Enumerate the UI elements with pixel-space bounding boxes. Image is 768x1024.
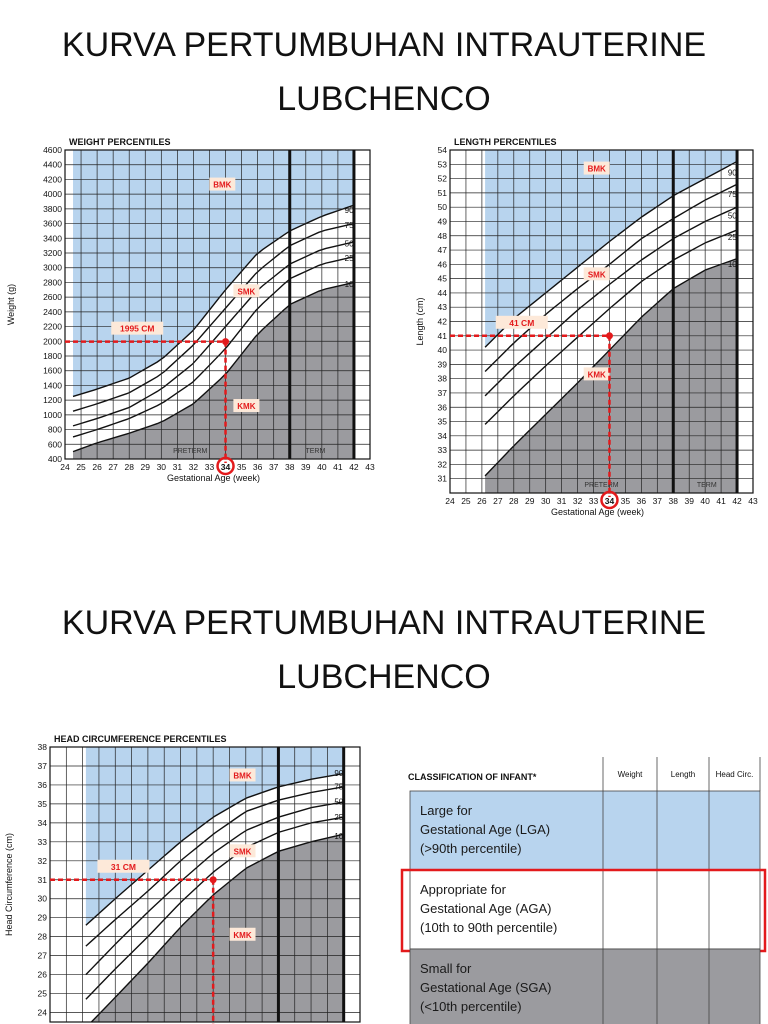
zone-label-bmk: BMK (587, 164, 606, 174)
x-tick-label: 29 (140, 462, 150, 472)
x-tick-label: 27 (108, 462, 118, 472)
marker-point (210, 876, 217, 883)
x-tick-label: 36 (636, 496, 647, 506)
percentile-label-50: 50 (727, 211, 737, 221)
x-tick-label: 42 (349, 462, 359, 472)
y-tick-label: 3200 (43, 248, 62, 258)
x-tick-label: 24 (445, 496, 455, 506)
x-tick-label: 41 (716, 496, 726, 506)
y-tick-label: 32 (437, 459, 447, 470)
period-label: TERM (305, 448, 326, 455)
y-tick-label: 52 (437, 173, 447, 184)
y-tick-label: 2400 (43, 306, 62, 317)
zone-label-smk: SMK (587, 270, 606, 280)
y-tick-label: 38 (37, 742, 47, 752)
y-tick-label: 43 (437, 302, 447, 313)
y-tick-label: 45 (437, 273, 447, 284)
period-label: TERM (696, 482, 717, 489)
zone-label-bmk: BMK (233, 771, 252, 781)
head-circumference-percentile-chart (0, 722, 380, 1024)
y-tick-label: 33 (37, 836, 47, 847)
table-row-label: Large for (420, 803, 473, 818)
zone-label-smk: SMK (237, 287, 256, 297)
y-tick-label: 35 (437, 416, 447, 427)
percentile-label-75: 75 (344, 220, 354, 230)
classification-table (400, 755, 768, 1024)
x-tick-label: 25 (461, 496, 471, 506)
y-tick-label: 3400 (43, 233, 62, 244)
table-row-label: Gestational Age (AGA) (420, 901, 552, 916)
y-axis-label: Length (cm) (415, 297, 425, 346)
percentile-label-25: 25 (727, 232, 737, 242)
y-tick-label: 24 (37, 1007, 47, 1018)
y-tick-label: 1200 (43, 395, 62, 406)
x-tick-label: 35 (620, 496, 631, 506)
zone-label-smk: SMK (233, 847, 252, 857)
x-tick-label: 29 (525, 496, 535, 506)
x-tick-label: 28 (509, 496, 519, 506)
x-tick-label: 32 (188, 462, 199, 472)
marker-label: 1995 CM (119, 323, 155, 334)
y-tick-label: 50 (437, 202, 447, 213)
x-tick-label: 37 (268, 462, 279, 472)
x-tick-label: 25 (76, 462, 86, 472)
percentile-label-90: 90 (727, 168, 737, 178)
table-row-label: (>90th percentile) (420, 841, 522, 856)
table-row-label: Gestational Age (LGA) (420, 822, 551, 837)
y-tick-label: 29 (37, 912, 47, 923)
x-tick-label: 42 (732, 496, 742, 506)
x-tick-label: 30 (156, 462, 167, 472)
y-tick-label: 37 (37, 760, 47, 771)
table-row-label: Small for (420, 961, 472, 976)
x-tick-label: 38 (668, 496, 678, 506)
x-tick-label: 33 (588, 496, 599, 506)
y-tick-label: 46 (437, 259, 447, 270)
table-row-label: Appropriate for (420, 882, 506, 897)
y-tick-label: 26 (37, 969, 47, 980)
zone-label-kmk: KMK (233, 930, 252, 940)
y-tick-label: 2600 (43, 292, 62, 303)
table-header-weight: Weight (617, 770, 643, 779)
y-axis-label: Head Circumference (cm) (4, 832, 14, 937)
y-tick-label: 3000 (43, 262, 62, 273)
table-header-classification: CLASSIFICATION OF INFANT* (408, 772, 537, 782)
x-tick-label: 38 (285, 462, 295, 472)
x-axis-label: Gestational Age (week) (166, 473, 261, 483)
x-tick-label: 40 (700, 496, 710, 506)
y-tick-label: 4000 (43, 189, 62, 200)
y-tick-label: 39 (437, 359, 447, 370)
y-axis-label: Weight (g) (6, 283, 16, 326)
percentile-label-75: 75 (727, 190, 737, 200)
y-tick-label: 2000 (43, 336, 62, 347)
y-tick-label: 800 (47, 424, 62, 435)
y-tick-label: 49 (437, 216, 447, 227)
y-tick-label: 40 (437, 345, 447, 356)
x-tick-label: 31 (556, 496, 567, 506)
y-tick-label: 4200 (43, 174, 62, 185)
x-tick-label: 24 (60, 462, 70, 472)
y-tick-label: 53 (437, 159, 447, 170)
y-tick-label: 48 (437, 230, 447, 241)
x-tick-label: 43 (748, 496, 758, 506)
y-tick-label: 36 (37, 779, 47, 790)
y-tick-label: 38 (437, 373, 447, 384)
y-tick-label: 34 (37, 817, 47, 828)
y-tick-label: 400 (47, 454, 62, 464)
percentile-label-90: 90 (344, 206, 354, 216)
zone-label-kmk: KMK (587, 370, 606, 380)
plot-area (86, 747, 344, 1024)
percentile-label-25: 25 (334, 812, 344, 822)
x-tick-label: 33 (204, 462, 215, 472)
y-tick-label: 42 (437, 316, 447, 327)
percentile-label-75: 75 (334, 782, 344, 792)
y-tick-label: 37 (437, 387, 447, 398)
y-tick-label: 47 (437, 245, 447, 256)
y-tick-label: 36 (437, 402, 447, 413)
percentile-label-90: 90 (334, 769, 344, 779)
period-label: PRETERM (584, 482, 619, 489)
y-tick-label: 31 (437, 473, 447, 484)
y-tick-label: 34 (437, 430, 447, 441)
y-tick-label: 4400 (43, 159, 62, 170)
percentile-label-50: 50 (344, 239, 354, 249)
y-tick-label: 1600 (43, 365, 62, 376)
table-row-label: Gestational Age (SGA) (420, 980, 552, 995)
x-tick-label: 36 (252, 462, 263, 472)
percentile-label-10: 10 (334, 831, 344, 841)
percentile-label-10: 10 (344, 279, 354, 289)
x-tick-label: 34 (604, 496, 615, 506)
x-tick-label: 30 (540, 496, 551, 506)
x-axis-label: Gestational Age (week) (550, 507, 645, 517)
y-tick-label: 51 (437, 187, 447, 198)
y-tick-label: 600 (47, 439, 62, 450)
x-tick-label: 39 (301, 462, 311, 472)
x-tick-label: 34 (220, 462, 231, 472)
weight-percentile-chart (0, 130, 380, 495)
zone-label-kmk: KMK (237, 402, 256, 412)
table-header-length: Length (670, 770, 696, 779)
plot-area (73, 150, 354, 459)
y-tick-label: 1400 (43, 380, 62, 391)
x-tick-label: 28 (124, 462, 134, 472)
y-tick-label: 35 (37, 798, 47, 809)
x-tick-label: 26 (477, 496, 487, 506)
x-tick-label: 40 (317, 462, 327, 472)
y-tick-label: 3600 (43, 218, 62, 229)
y-tick-label: 32 (37, 855, 47, 866)
length-percentile-chart (410, 130, 768, 530)
y-tick-label: 4600 (43, 145, 62, 155)
x-tick-label: 43 (365, 462, 375, 472)
table-row-label: (10th to 90th percentile) (420, 920, 558, 935)
y-tick-label: 1000 (43, 409, 62, 420)
chart-title: WEIGHT PERCENTILES (69, 137, 171, 147)
x-tick-label: 39 (684, 496, 694, 506)
table-header-head-circ-: Head Circ. (715, 770, 754, 779)
period-label: PRETERM (173, 448, 208, 455)
marker-label: 31 CM (110, 861, 136, 872)
zone-label-bmk: BMK (213, 180, 232, 190)
percentile-label-10: 10 (727, 260, 737, 270)
y-tick-label: 28 (37, 931, 47, 942)
percentile-label-25: 25 (344, 254, 354, 264)
y-tick-label: 3800 (43, 203, 62, 214)
y-tick-label: 27 (37, 950, 47, 961)
y-tick-label: 33 (437, 445, 447, 456)
y-tick-label: 44 (437, 287, 447, 298)
y-tick-label: 25 (37, 988, 47, 999)
x-tick-label: 32 (572, 496, 583, 506)
slide-2-title: KURVA PERTUMBUHAN INTRAUTERINE LUBCHENCO (61, 604, 707, 696)
y-tick-label: 41 (437, 330, 447, 341)
x-tick-label: 26 (92, 462, 102, 472)
marker-point (222, 338, 229, 345)
table-row-label: (<10th percentile) (420, 999, 522, 1014)
x-tick-label: 41 (333, 462, 343, 472)
y-tick-label: 2800 (43, 277, 62, 288)
y-tick-label: 2200 (43, 321, 62, 332)
y-tick-label: 30 (37, 893, 47, 904)
y-tick-label: 1800 (43, 351, 62, 361)
x-tick-label: 35 (236, 462, 247, 472)
y-tick-label: 31 (37, 874, 47, 885)
marker-point (606, 332, 613, 339)
chart-title: HEAD CIRCUMFERENCE PERCENTILES (54, 734, 227, 744)
x-tick-label: 37 (652, 496, 663, 506)
marker-label: 41 CM (509, 317, 535, 328)
x-tick-label: 27 (493, 496, 503, 506)
percentile-label-50: 50 (334, 797, 344, 807)
slide-1-title: KURVA PERTUMBUHAN INTRAUTERINE LUBCHENCO (61, 26, 707, 118)
y-tick-label: 54 (437, 145, 447, 155)
chart-title: LENGTH PERCENTILES (454, 137, 557, 147)
x-tick-label: 31 (172, 462, 183, 472)
